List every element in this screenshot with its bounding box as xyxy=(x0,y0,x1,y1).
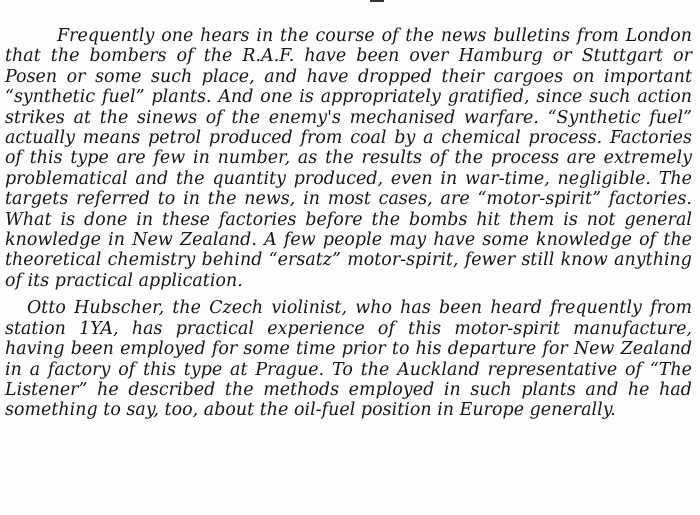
column-rule-mark xyxy=(370,0,384,2)
article-body xyxy=(5,26,692,421)
article-paragraph-2: Otto Hubscher, the Czech violinist, who has been heard frequently from station 1YA, has practical experience of this motor-spirit manufacture, having been employed for some time prior to his departure for New Zealand in a factory of this type at Prague. To the Auckland representative of “The Listener” he described the methods employed in such plants and he had something to say, too, about the oil-fuel position in Europe generally. xyxy=(5,298,692,421)
article-paragraph-1: Frequently one hears in the course of the news bulletins from London that the bombers of the R.A.F. have been over Hamburg or Stuttgart or Posen or some such place, and have dropped their cargoes on important “synthetic fuel” plants. And one is appropriately gratified, since such action strikes at the sinews of the enemy's mechanised warfare. “Synthetic fuel” actually means petrol produced from coal by a chemical process. Factories of this type are few in number, as the results of the process are extremely problematical and the quantity produced, even in war-time, negligible. The targets referred to in the news, in most cases, are “motor-spirit” factories. What is done in these factories before the bombs hit them is not general knowledge in New Zealand. A few people may have some knowledge of the theoretical chemistry behind “ersatz” motor-spirit, fewer still know anything of its practical application. xyxy=(5,26,692,291)
